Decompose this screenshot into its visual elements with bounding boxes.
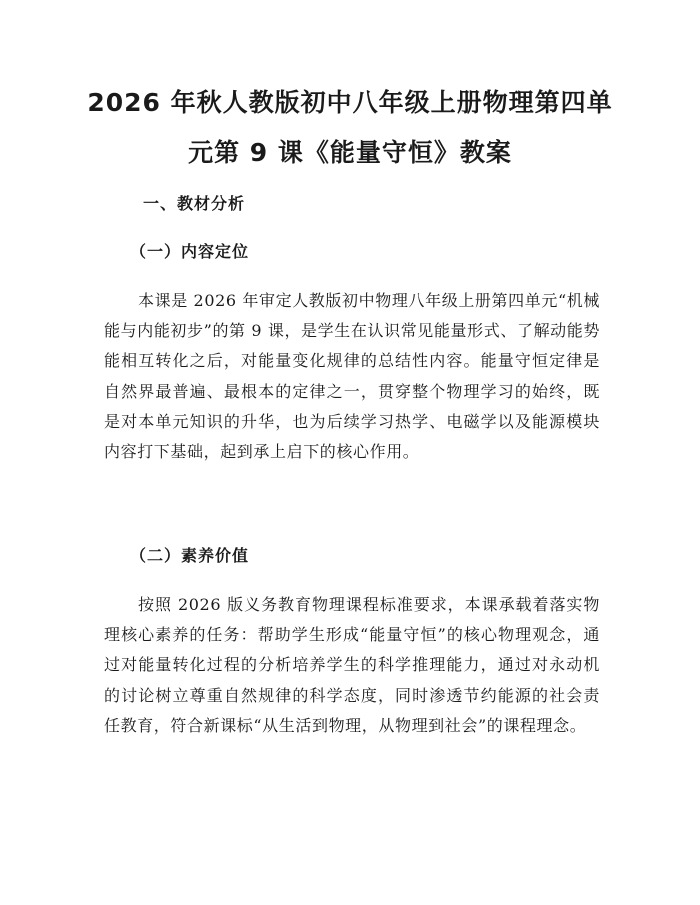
paragraph-literacy-value: 按照 2026 版义务教育物理课程标准要求，本课承载着落实物理核心素养的任务：帮助学生形成“能量守恒”的核心物理观念，通过对能量转化过程的分析培养学生的科学推理能力，通过对永动机的讨论树立尊重自然规律的科学态度，同时渗透节约能源的社会责任教育，符合新课标“从生活到物理，从物理到社会”的课程理念。 bbox=[104, 595, 600, 735]
paragraph-content-positioning: 本课是 2026 年审定人教版初中物理八年级上册第四单元“机械能与内能初步”的第 9 课，是学生在认识常见能量形式、了解动能势能相互转化之后，对能量变化规律的总结性内容。能量守恒定律是自然界最普遍、最根本的定律之一，贯穿整个物理学习的始终，既是对本单元知识的升华，也为后续学习热学、电磁学以及能源模块内容打下基础，起到承上启下的核心作用。 bbox=[104, 291, 600, 462]
section-heading-textbook-analysis: 一、教材分析 bbox=[143, 194, 246, 213]
subsection-heading-literacy-value: （二）素养价值 bbox=[130, 546, 250, 565]
subsection-heading-content-positioning: （一）内容定位 bbox=[130, 242, 250, 261]
document-title-line-2: 元第 9 课《能量守恒》教案 bbox=[188, 138, 512, 167]
document-title-line-1: 2026 年秋人教版初中八年级上册物理第四单 bbox=[87, 88, 613, 117]
